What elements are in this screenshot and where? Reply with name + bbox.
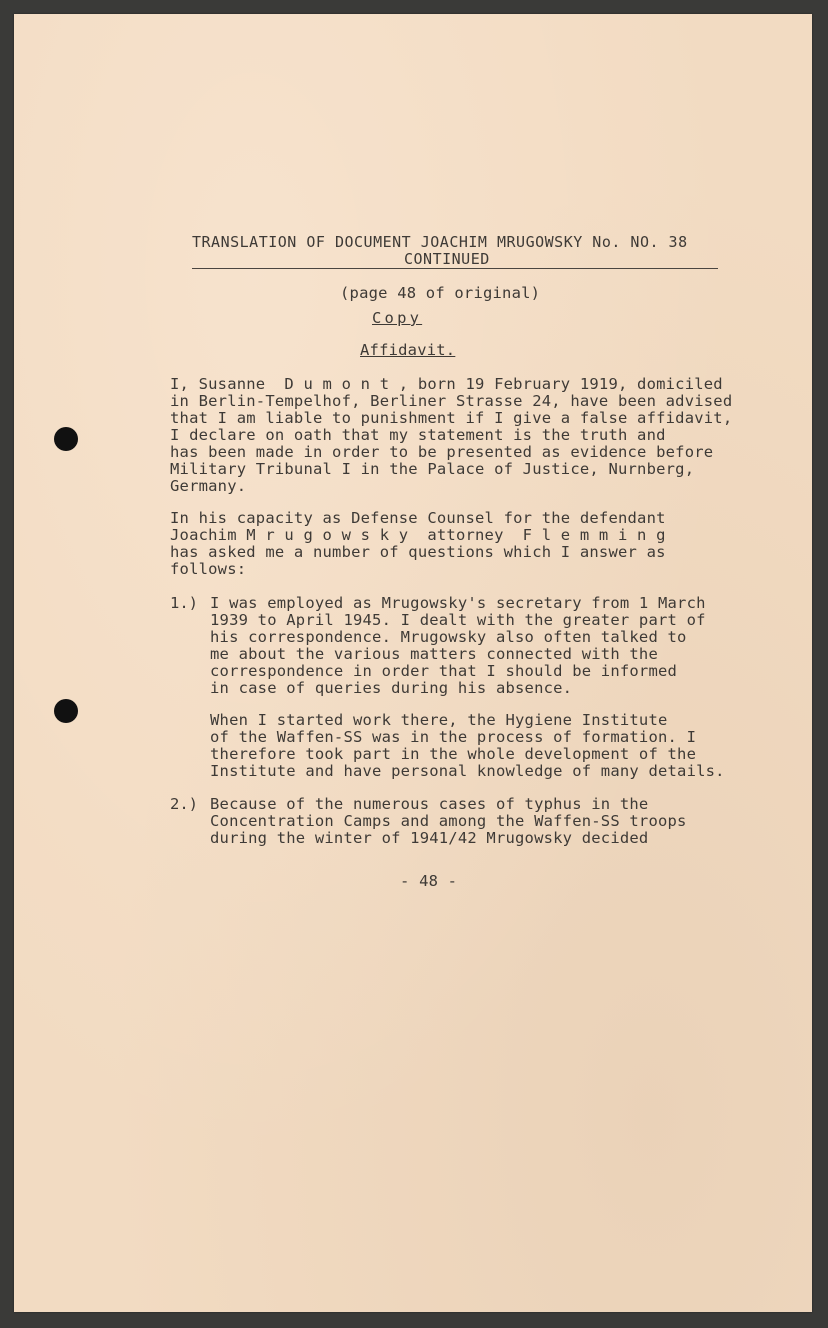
item-number-1: 1.) bbox=[170, 594, 198, 612]
item-1-text: I was employed as Mrugowsky's secretary from 1 March 1939 to April 1945. I dealt with the greater part of his correspondence. Mrugowsky also often talked to me about the various matters connected with the correspondence in order that I should be informed in case of queries during his absence. bbox=[210, 594, 706, 697]
copy-label: Copy bbox=[372, 309, 423, 327]
header-title: TRANSLATION OF DOCUMENT JOACHIM MRUGOWSKY No. NO. 38 bbox=[192, 233, 688, 251]
page-reference: (page 48 of original) bbox=[340, 284, 541, 302]
item-1-continuation: When I started work there, the Hygiene Institute of the Waffen-SS was in the process of formation. I therefore took part in the whole development of the Institute and have personal knowledge of many details. bbox=[210, 711, 725, 780]
punch-hole bbox=[54, 427, 78, 451]
punch-hole bbox=[54, 699, 78, 723]
header-rule bbox=[192, 268, 718, 269]
paragraph-counsel: In his capacity as Defense Counsel for the defendant Joachim M r u g o w s k y attorney F l e m m i n g has asked me a number of questions which I answer as follows: bbox=[170, 509, 666, 578]
page-number: - 48 - bbox=[400, 872, 458, 890]
header-subtitle: CONTINUED bbox=[404, 250, 490, 268]
item-2-text: Because of the numerous cases of typhus in the Concentration Camps and among the Waffen-SS troops during the winter of 1941/42 Mrugowsky decided bbox=[210, 795, 687, 847]
affidavit-title: Affidavit. bbox=[360, 341, 456, 359]
paragraph-declaration: I, Susanne D u m o n t , born 19 February 1919, domiciled in Berlin-Tempelhof, Berliner Strasse 24, have been advised that I am liable to punishment if I give a false affidavit, I declare on oath that my statement is the truth and has been made in order to be presented as evidence before Military Tribunal I in the Palace of Justice, Nurnberg, Germany. bbox=[170, 375, 733, 495]
item-number-2: 2.) bbox=[170, 795, 198, 813]
